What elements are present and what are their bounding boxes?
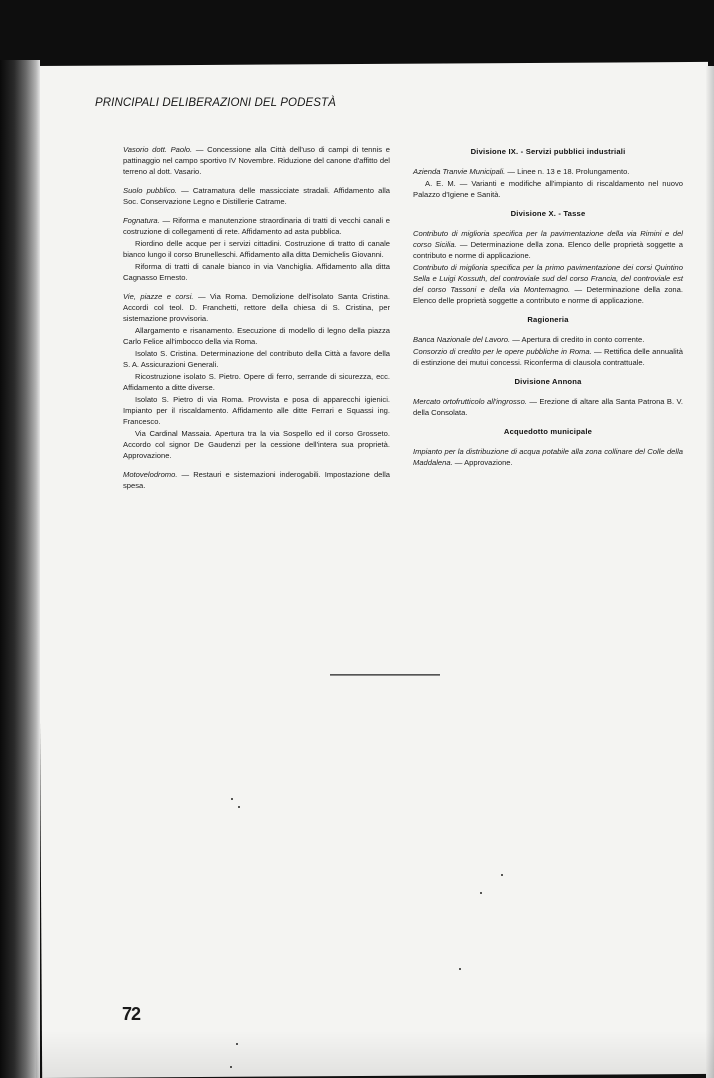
- section-heading: Acquedotto municipale: [503, 427, 593, 436]
- entry: [123, 469, 390, 491]
- entry: [413, 166, 683, 177]
- entry: [413, 178, 683, 200]
- entry: [413, 446, 683, 468]
- entry-text: Riordino delle acque per i servizi cittadini. Costruzione di tratto di canale bianco lungo il corso Brunelleschi. Affidamento alla ditta Demichelis Giovanni.: [123, 239, 390, 259]
- scan-left-border: [0, 60, 40, 1078]
- entry-text: — Concessione alla Città dell'uso di campi di tennis e pattinaggio nel campo sportivo IV Novembre. Riduzione del canone d'affitto del terreno al dott. Vasario.: [123, 145, 391, 176]
- entry: [123, 185, 390, 207]
- entry-text: — Approvazione.: [452, 458, 513, 467]
- entry-text: — Erezione di altare alla Santa Patrona B. V. della Consolata.: [413, 397, 684, 417]
- entry-text: Allargamento e risanamento. Esecuzione di modello di legno della piazza Carlo Felice all'imbocco della via Roma.: [123, 326, 390, 346]
- entry: [413, 346, 683, 368]
- entry-lead: Vasorio dott. Paolo.: [123, 145, 193, 154]
- entry-lead: Consorzio di credito per le opere pubbliche in Roma.: [413, 347, 592, 356]
- entry-lead: Mercato ortofrutticolo all'ingrosso.: [413, 397, 527, 406]
- section-heading: Divisione X. - Tasse: [510, 209, 586, 218]
- entry-lead: Banca Nazionale del Lavoro.: [413, 335, 511, 344]
- entry-text: — Rettifica delle annualità di estinzione dei mutui concessi. Riconferma di clausola contrattuale.: [413, 347, 683, 367]
- section-heading: Divisione IX. - Servizi pubblici industriali: [470, 147, 626, 156]
- left-column: [123, 144, 390, 499]
- section-heading: Ragioneria: [527, 315, 569, 324]
- entry: [123, 394, 390, 427]
- scan-bottom-shadow: [36, 1030, 714, 1078]
- entry-text: — Apertura di credito in conto corrente.: [510, 335, 645, 344]
- entry: [413, 334, 683, 345]
- scan-speck: [501, 874, 503, 876]
- scan-speck: [459, 968, 461, 970]
- entry-lead: Contributo di miglioria specifica per la primo pavimentazione dei corsi Quintino Sella e Luigi Kossuth, del controviale sud del corso Francia, del controviale est del corso Tassoni e della via Montemagno.: [413, 263, 683, 294]
- entry-text: Isolato S. Cristina. Determinazione del contributo della Città a favore della S. A. Assicurazioni Generali.: [123, 349, 390, 369]
- entry-text: — Riforma e manutenzione straordinaria di tratti di vecchi canali e costruzione di collegamenti di rete. Affidamento ad asta pubblica.: [123, 216, 390, 236]
- entry-text: A. E. M. — Varianti e modifiche all'impianto di riscaldamento nel nuovo Palazzo d'Igiene e Sanità.: [413, 179, 683, 199]
- right-column: [413, 144, 683, 476]
- section-heading: Divisione Annona: [514, 377, 582, 386]
- entry-text: — Via Roma. Demolizione dell'isolato Santa Cristina. Accordi col teol. D. Franchetti, rettore della chiesa di S. Cristina, per sistemazione provvisoria.: [123, 292, 390, 323]
- paper-right-edge: [706, 66, 714, 1078]
- entry-lead: Motovelodromo.: [123, 470, 178, 479]
- entry-lead: Vie, piazze e corsi.: [123, 292, 194, 301]
- closing-rule: [330, 674, 440, 676]
- running-head: PRINCIPALI DELIBERAZIONI DEL PODESTÀ: [95, 97, 336, 109]
- entry-text: Ricostruzione isolato S. Pietro. Opere di ferro, serrande di sicurezza, ecc. Affidamento a ditte diverse.: [123, 372, 390, 392]
- scan-speck: [230, 1066, 232, 1068]
- entry-lead: Azienda Tranvie Municipali.: [413, 167, 506, 176]
- entry: [413, 396, 683, 418]
- page-number: 72: [122, 1004, 141, 1024]
- entry: [123, 215, 390, 237]
- entry-lead: Contributo di miglioria specifica per la pavimentazione della via Rimini e del corso Sicilia.: [413, 229, 683, 249]
- entry: [413, 228, 683, 261]
- entry: [123, 261, 390, 283]
- scan-speck: [236, 1043, 238, 1045]
- scan-speck: [231, 798, 233, 800]
- entry-text: Riforma di tratti di canale bianco in via Vanchiglia. Affidamento alla ditta Cagnasso Ernesto.: [123, 262, 390, 282]
- entry-text: — Determinazione della zona. Elenco delle proprietà soggette a contributo e norme di applicazione.: [413, 285, 683, 305]
- entry: [123, 238, 390, 260]
- entry-text: — Catramatura delle massicciate stradali. Affidamento alla Soc. Conservazione Legno e Distillerie Catrame.: [123, 186, 390, 206]
- entry: [123, 348, 390, 370]
- entry-text: Isolato S. Pietro di via Roma. Provvista e posa di apparecchi igienici. Impianto per il riscaldamento. Affidamento alle ditte Ferrari e Squassi ing. Francesco.: [123, 395, 390, 426]
- entry: [123, 371, 390, 393]
- entry: [413, 262, 683, 306]
- entry: [123, 325, 390, 347]
- entry: [123, 291, 390, 324]
- entry: [123, 144, 390, 177]
- entry: [123, 428, 390, 461]
- entry-text: — Linee n. 13 e 18. Prolungamento.: [505, 167, 630, 176]
- scan-speck: [480, 892, 482, 894]
- entry-text: — Determinazione della zona. Elenco delle proprietà soggette a contributo e norme di applicazione.: [413, 240, 683, 260]
- entry-lead: Impianto per la distribuzione di acqua potabile alla zona collinare del Colle della Maddalena.: [413, 447, 683, 467]
- entry-text: Via Cardinal Massaia. Apertura tra la via Sospello ed il corso Grosseto. Accordo col signor De Gaudenzi per la cessione dell'intera sua proprietà. Approvazione.: [123, 429, 390, 460]
- entry-lead: Suolo pubblico.: [123, 186, 177, 195]
- entry-text: — Restauri e sistemazioni inderogabili. Impostazione della spesa.: [123, 470, 390, 490]
- entry-lead: Fognatura.: [123, 216, 160, 225]
- scan-speck: [238, 806, 240, 808]
